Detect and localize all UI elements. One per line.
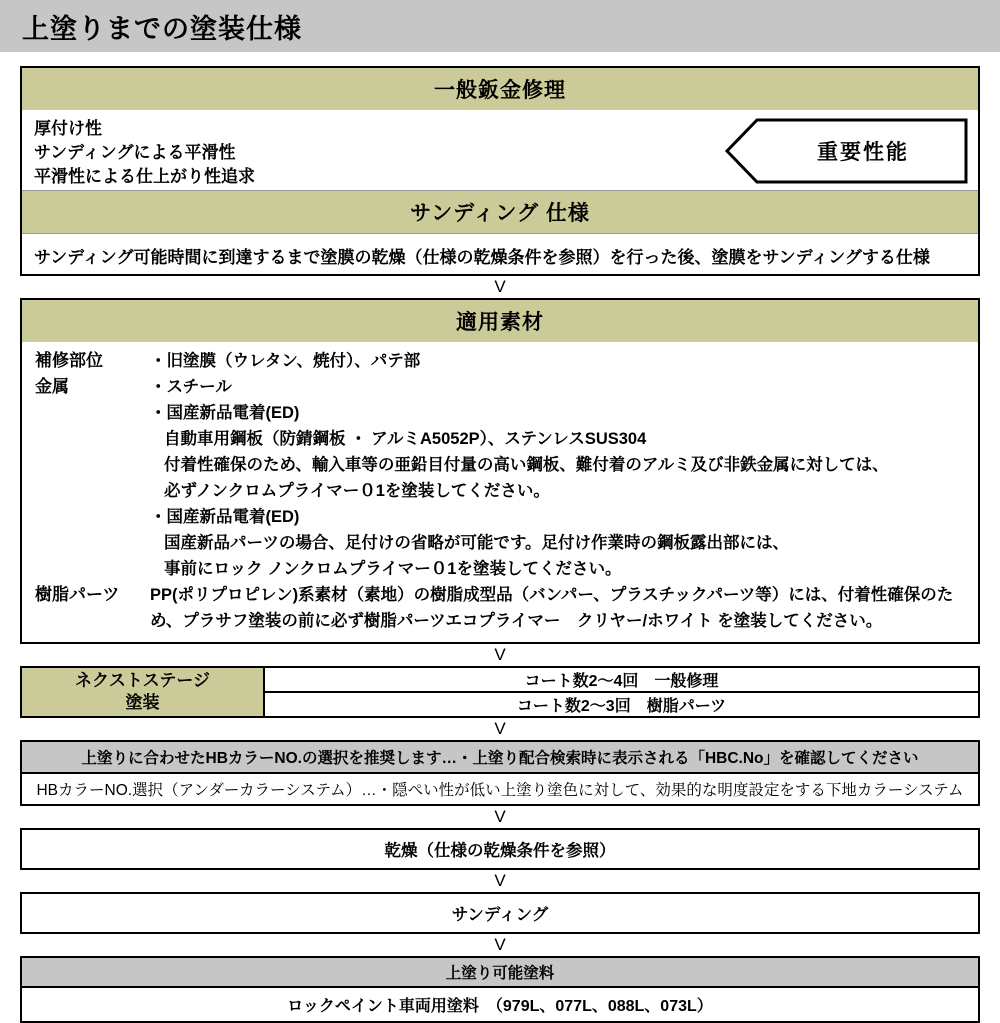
topcoat-header: 上塗り可能塗料: [22, 958, 978, 988]
material-row: [35, 504, 968, 530]
feature-item: サンディングによる平滑性: [34, 143, 236, 162]
material-label: [35, 426, 150, 452]
applicable-materials-header: 適用素材: [22, 300, 978, 342]
material-label: 補修部位: [35, 351, 103, 370]
next-stage-label: [22, 668, 265, 716]
material-row: [35, 582, 968, 634]
material-row: [35, 452, 968, 478]
material-label: [35, 556, 150, 582]
material-row: [35, 556, 968, 582]
general-repair-features: [22, 110, 978, 190]
material-text: 必ずノンクロムプライマー０1を塗装してください。: [164, 482, 550, 500]
topcoat-paint-row: ロックペイント車両用塗料 （979L、077L、088L、073L）: [287, 998, 713, 1015]
sanding-spec-description: サンディング可能時間に到達するまで塗膜の乾燥（仕様の乾燥条件を参照）を行った後、塗膜をサンディングする仕様: [34, 248, 930, 267]
material-label: [35, 400, 150, 426]
feature-item: 平滑性による仕上がり性追求: [34, 167, 255, 186]
material-label: [35, 530, 150, 556]
general-repair-header: 一般鈑金修理: [22, 68, 978, 110]
material-text: 付着性確保のため、輸入車等の亜鉛目付量の高い鋼板、難付着のアルミ及び非鉄金属に対しては、: [164, 456, 889, 474]
flow-arrow-down: V: [494, 719, 506, 738]
sanding-spec-header: サンディング 仕様: [22, 190, 978, 234]
material-label: [35, 504, 150, 530]
material-text: 国産新品パーツの場合、足付けの省略が可能です。足付け作業時の鋼板露出部には、: [164, 534, 790, 552]
flow-arrow-down: V: [494, 645, 506, 664]
hb-color-box: [20, 740, 980, 806]
material-label: [35, 452, 150, 478]
material-text: ・国産新品電着(ED): [150, 508, 300, 526]
material-text: 自動車用鋼板（防錆鋼板 ・ アルミA5052P）、ステンレスSUS304: [164, 430, 647, 448]
material-text: ・スチール: [150, 378, 232, 396]
material-row: [35, 426, 968, 452]
material-text: ・旧塗膜（ウレタン、焼付）、パテ部: [150, 352, 421, 370]
coat-count-row: コート数2～4回 一般修理: [524, 673, 719, 690]
material-text: ・国産新品電着(ED): [150, 404, 300, 422]
hb-color-description: HBカラーNO.選択（アンダーカラーシステム）…・隠ぺい性が低い上塗り塗色に対して、効果的な明度設定をする下地カラーシステム: [22, 774, 978, 804]
material-label: 金属: [35, 377, 69, 396]
next-stage-label-line2: 塗装: [125, 693, 160, 712]
sanding-step-box: サンディング: [20, 892, 980, 934]
flow-arrow-down: V: [494, 871, 506, 890]
important-performance-callout: [724, 118, 968, 184]
next-stage-label-line1: ネクストステージ: [75, 671, 210, 690]
flow-arrow-down: V: [494, 277, 506, 296]
flow-arrow-down: V: [494, 935, 506, 954]
material-label: [35, 478, 150, 504]
paint-spec-flowchart: [20, 66, 980, 1023]
feature-item: 厚付け性: [34, 119, 102, 138]
applicable-materials-content: [22, 342, 978, 642]
hb-color-recommendation: 上塗りに合わせたHBカラーNO.の選択を推奨します…・上塗り配合検索時に表示される「HBC.No」を確認してください: [22, 742, 978, 774]
next-stage-table: [20, 666, 980, 718]
material-row: [35, 374, 968, 400]
next-stage-rows: [265, 668, 978, 716]
material-row: [35, 530, 968, 556]
material-label: 樹脂パーツ: [35, 585, 120, 604]
material-row: [35, 348, 968, 374]
coat-count-row: コート数2～3回 樹脂パーツ: [265, 691, 978, 716]
important-performance-label: 重要性能: [817, 141, 909, 164]
flow-arrow-down: V: [494, 807, 506, 826]
material-text: 事前にロック ノンクロムプライマー０1を塗装してください。: [164, 560, 622, 578]
general-repair-box: [20, 66, 980, 276]
applicable-materials-box: [20, 298, 980, 644]
topcoat-box: [20, 956, 980, 1023]
page-title: 上塗りまでの塗装仕様: [0, 0, 1000, 52]
material-row: [35, 400, 968, 426]
material-row: [35, 478, 968, 504]
material-text: PP(ポリプロピレン)系素材（素地）の樹脂成型品（バンパー、プラスチックパーツ等）には、付着性確保のため、プラサフ塗装の前に必ず樹脂パーツエコプライマー クリヤー/ホワイト を塗装してください。: [150, 586, 954, 630]
drying-step-box: 乾燥（仕様の乾燥条件を参照）: [20, 828, 980, 870]
